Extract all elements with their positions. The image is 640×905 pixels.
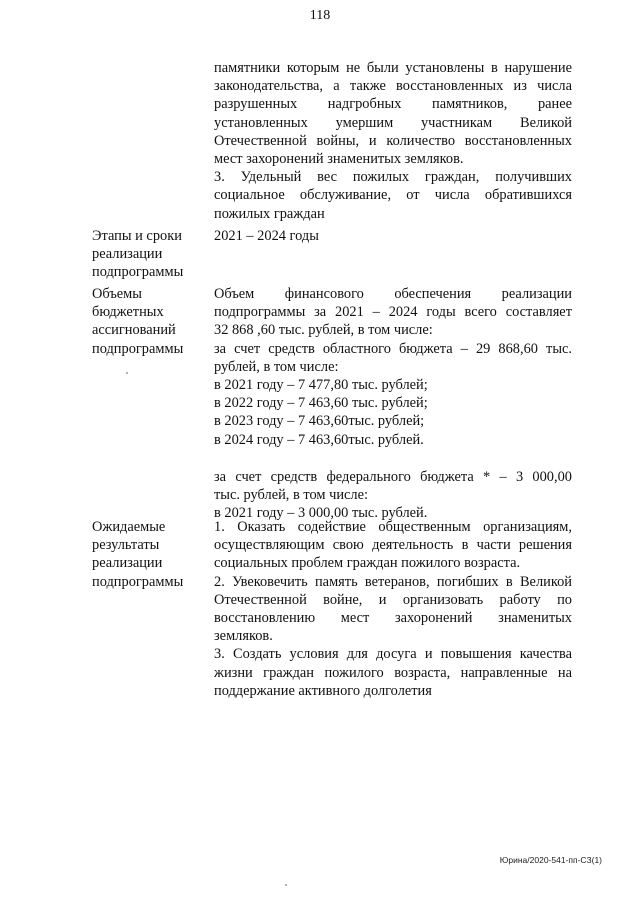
text-line: тыс. рублей, в том числе: bbox=[214, 487, 368, 504]
text-line: земляков. bbox=[214, 628, 273, 645]
text-line: за счет средств областного бюджета – 29 868,60 тыс. bbox=[214, 340, 572, 357]
text-line: Отечественной войне, и организовать работу по bbox=[214, 591, 572, 608]
text-line: Объем финансового обеспечения реализации bbox=[214, 286, 572, 302]
text-line: законодательства, а также восстановленных из числа bbox=[214, 78, 572, 95]
text-line: пожилых граждан bbox=[214, 205, 325, 222]
results-label: Ожидаемые результаты реализации подпрограммы bbox=[92, 519, 184, 590]
text-line: 2. Увековечить память ветеранов, погибших в Великой bbox=[214, 573, 572, 590]
text-line: социальное обслуживание, от числа обратившихся bbox=[214, 187, 572, 204]
continuation-text bbox=[214, 59, 572, 223]
text-line: в 2021 году – 7 477,80 тыс. рублей; bbox=[214, 377, 428, 394]
budget-federal bbox=[214, 468, 572, 523]
stages-value bbox=[214, 227, 572, 245]
text-line: в 2021 году – 3 000,00 тыс. рублей. bbox=[214, 505, 428, 522]
text-line: 3. Создать условия для досуга и повышения качества bbox=[214, 646, 572, 663]
page-number: 118 bbox=[309, 8, 331, 23]
text-line: жизни граждан пожилого возраста, направленные на bbox=[214, 664, 572, 681]
text-line: 3. Удельный вес пожилых граждан, получивших bbox=[214, 169, 572, 186]
text-line: Отечественной войны, и количество восстановленных bbox=[214, 132, 572, 149]
text-line: осуществляющим свою деятельность в части решения bbox=[214, 537, 572, 554]
text-line: разрушенных надгробных памятников, ранее bbox=[214, 96, 572, 113]
text-line: мест захоронений знаменитых земляков. bbox=[214, 151, 464, 168]
results-text bbox=[214, 518, 572, 700]
text-line: установленных умершим участникам Великой bbox=[214, 114, 572, 131]
text-line: подпрограммы за 2021 – 2024 годы всего составляет bbox=[214, 304, 572, 321]
text-line: памятники которым не были установлены в нарушение bbox=[214, 60, 572, 76]
text-line: социальных проблем граждан пожилого возраста. bbox=[214, 555, 521, 572]
budget-text bbox=[214, 285, 572, 522]
budget-label: Объемы бюджетных ассигнований подпрограммы bbox=[92, 286, 184, 357]
text-line: в 2024 году – 7 463,60тыс. рублей. bbox=[214, 431, 424, 448]
footer-document-code: Юрина/2020-541-пп-СЗ(1) bbox=[499, 855, 602, 865]
stages-label: Этапы и сроки реализации подпрограммы bbox=[92, 228, 184, 281]
scan-speck bbox=[126, 372, 128, 374]
text-line: поддержание активного долголетия bbox=[214, 682, 432, 699]
text-line: рублей, в том числе: bbox=[214, 358, 339, 375]
stages-years: 2021 – 2024 годы bbox=[214, 228, 319, 244]
text-line: восстановлению мест захоронений знаменитых bbox=[214, 610, 572, 627]
text-line: 32 868 ,60 тыс. рублей, в том числе: bbox=[214, 322, 433, 339]
budget-total bbox=[214, 285, 572, 449]
text-line: в 2023 году – 7 463,60тыс. рублей; bbox=[214, 413, 425, 430]
scan-speck bbox=[285, 884, 287, 886]
text-line: за счет средств федерального бюджета * – 3 000,00 bbox=[214, 468, 572, 485]
text-line: 1. Оказать содействие общественным организациям, bbox=[214, 519, 572, 535]
text-line: в 2022 году – 7 463,60 тыс. рублей; bbox=[214, 395, 428, 412]
